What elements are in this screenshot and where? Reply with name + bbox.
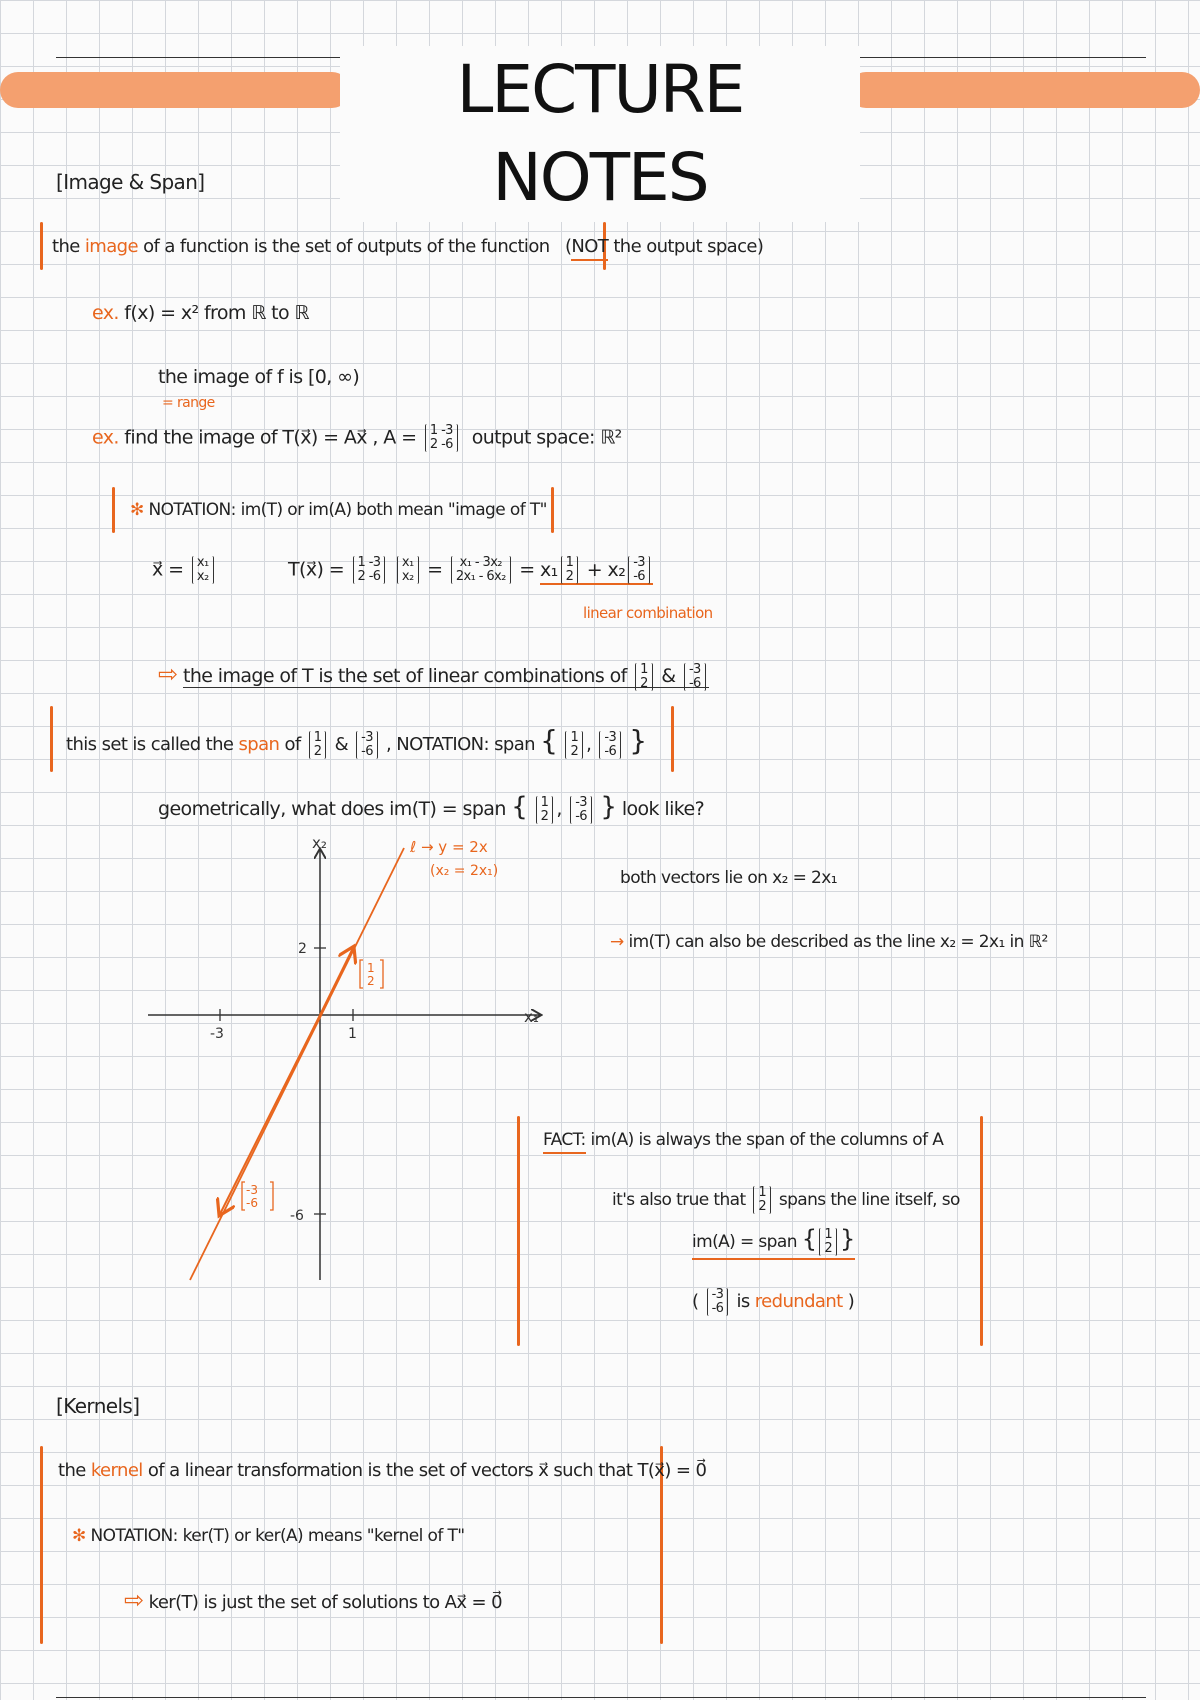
title-band-left — [0, 72, 350, 108]
ex2-text-a: find the image of T(x⃗) = Ax⃗ , A = — [124, 426, 417, 449]
span-graph — [140, 820, 560, 1290]
notation1-bar-left — [112, 487, 115, 533]
fact-redundant-vector: -3 -6 — [707, 1288, 729, 1316]
linear-combination-expr: x₁ 1 2 + x₂ -3 -6 — [540, 559, 653, 585]
example-1 — [92, 302, 309, 324]
linear-combination-annotation: linear combination — [583, 604, 713, 622]
ex2-label: ex. — [92, 426, 119, 449]
ex1-label: ex. — [92, 302, 119, 324]
span-notation-v2: -3 -6 — [599, 731, 621, 759]
def-term-image: image — [84, 236, 138, 257]
fact-label: FACT: — [543, 1130, 586, 1154]
fact-line-3: im(A) = span { 1 2 } — [692, 1225, 855, 1260]
tick-label-2: 2 — [298, 941, 307, 957]
tick-label-neg6: -6 — [290, 1208, 304, 1224]
def-bar-left — [40, 222, 43, 270]
span-bar-right — [671, 706, 674, 772]
vector-1-2 — [320, 948, 353, 1015]
section-heading-kernels: [Kernels] — [56, 1394, 140, 1418]
tick-label-1: 1 — [348, 1026, 357, 1042]
y-axis-label: x₂ — [312, 834, 327, 852]
geometric-question: geometrically, what does im(T) = span { 1 2 , -3 -6 } look like? — [158, 792, 705, 824]
hollow-arrow-icon: ⇨ — [158, 660, 178, 688]
notation1-star-icon: ✻ — [130, 500, 144, 520]
line-sublabel: (x₂ = 2x₁) — [430, 863, 499, 879]
def-note-not: NOT — [571, 236, 608, 261]
span-v2: -3 -6 — [356, 731, 378, 759]
vector-1-2-label — [360, 960, 383, 988]
svg-text:1: 1 — [367, 961, 375, 975]
def-lead: the — [52, 236, 80, 257]
image-definition — [52, 236, 763, 257]
svg-text:-3: -3 — [246, 1183, 258, 1197]
notation1-bar-right — [551, 487, 554, 533]
conclusion-1 — [158, 660, 709, 691]
page-title: LECTURE NOTES — [340, 46, 860, 222]
t-derivation: T(x⃗) = 1 -3 2 -6 x₁ x₂ = x₁ - 3x₂ 2x₁ - 6x₂ = x₁ 1 2 + x₂ -3 -6 — [288, 556, 653, 584]
fact-bar-left — [517, 1116, 520, 1346]
span-bar-left — [50, 706, 53, 772]
ex2-matrix-a: 1 -3 2 -6 — [425, 424, 458, 452]
span-notation-v1: 1 2 — [565, 731, 583, 759]
side-arrow-icon: → — [610, 932, 624, 952]
ex1-annotation: = range — [162, 395, 215, 411]
example-2 — [92, 424, 622, 452]
fact-v1: 1 2 — [753, 1186, 771, 1214]
def-rest: of a function is the set of outputs of the function — [143, 236, 550, 257]
line-label: ℓ → y = 2x — [410, 838, 488, 856]
section-heading-image-span: [Image & Span] — [56, 170, 205, 194]
fact-bar-right — [980, 1116, 983, 1346]
notation-1 — [130, 500, 547, 520]
example-1-result — [158, 366, 359, 388]
conclusion1-v2: -3 -6 — [684, 663, 706, 691]
conclusion1-v1: 1 2 — [635, 663, 653, 691]
span-v1: 1 2 — [309, 731, 327, 759]
svg-text:-6: -6 — [246, 1196, 258, 1210]
notation2-star-icon: ✻ — [72, 1526, 86, 1546]
kernel-bar-left — [40, 1446, 43, 1644]
geom-v1: 1 2 — [536, 796, 554, 824]
tick-label-neg3: -3 — [210, 1026, 224, 1042]
title-band-right — [848, 72, 1200, 108]
notation-2: ✻ NOTATION: ker(T) or ker(A) means "kernel of T" — [72, 1526, 465, 1546]
ex1-text: f(x) = x² from ℝ to ℝ — [124, 302, 309, 324]
deriv-x-vector: x₁ x₂ — [397, 556, 419, 584]
side-note-2: → im(T) can also be described as the line x₂ = 2x₁ in ℝ² — [610, 932, 1048, 952]
fact-line-1: FACT: im(A) is always the span of the columns of A — [543, 1130, 943, 1150]
bottom-rule — [56, 1697, 1146, 1698]
x-vector: x₁ x₂ — [192, 556, 214, 584]
conclusion1-text: the image of T is the set of linear combinations of 1 2 & -3 -6 — [183, 665, 709, 688]
combo-v1: 1 2 — [561, 556, 579, 584]
geom-v2: -3 -6 — [570, 796, 592, 824]
conclusion-2: ⇨ ker(T) is just the set of solutions to Ax⃗ = 0⃗ — [124, 1586, 503, 1614]
fact-line-2: it's also true that 1 2 spans the line itself, so — [612, 1185, 960, 1214]
kernel-definition: the kernel of a linear transformation is the set of vectors x⃗ such that T(x⃗) = 0⃗ — [58, 1460, 707, 1481]
hollow-arrow-icon-2: ⇨ — [124, 1586, 144, 1614]
ex2-text-b: output space: ℝ² — [471, 426, 622, 449]
ex1-result: the image of f is [0, ∞) — [158, 366, 360, 388]
svg-text:2: 2 — [367, 974, 375, 988]
notation1-text: NOTATION: im(T) or im(A) both mean "image of T" — [148, 500, 547, 520]
deriv-result-vector: x₁ - 3x₂ 2x₁ - 6x₂ — [451, 556, 511, 584]
def-term-kernel: kernel — [90, 1460, 143, 1481]
def-note-rest: the output space) — [613, 236, 764, 257]
fact-term-redundant: redundant — [754, 1291, 843, 1312]
vector-neg3-neg6 — [220, 1015, 320, 1214]
combo-v2: -3 -6 — [628, 556, 650, 584]
def-note-open: ( — [564, 236, 572, 257]
vector-neg3-neg6-label — [242, 1182, 273, 1210]
span-definition: this set is called the span of 1 2 & -3 -6 , NOTATION: span { 1 2 , -3 -6 } — [66, 724, 647, 759]
fact-span-v1: 1 2 — [819, 1228, 837, 1256]
deriv-matrix-a: 1 -3 2 -6 — [353, 556, 386, 584]
def-term-span: span — [238, 734, 280, 755]
x-vector-def: x⃗ = x₁ x₂ — [152, 556, 217, 584]
x-axis-label: x₁ — [524, 1008, 539, 1026]
fact-note: ( -3 -6 is redundant ) — [692, 1287, 855, 1316]
side-note-1: both vectors lie on x₂ = 2x₁ — [620, 868, 837, 888]
